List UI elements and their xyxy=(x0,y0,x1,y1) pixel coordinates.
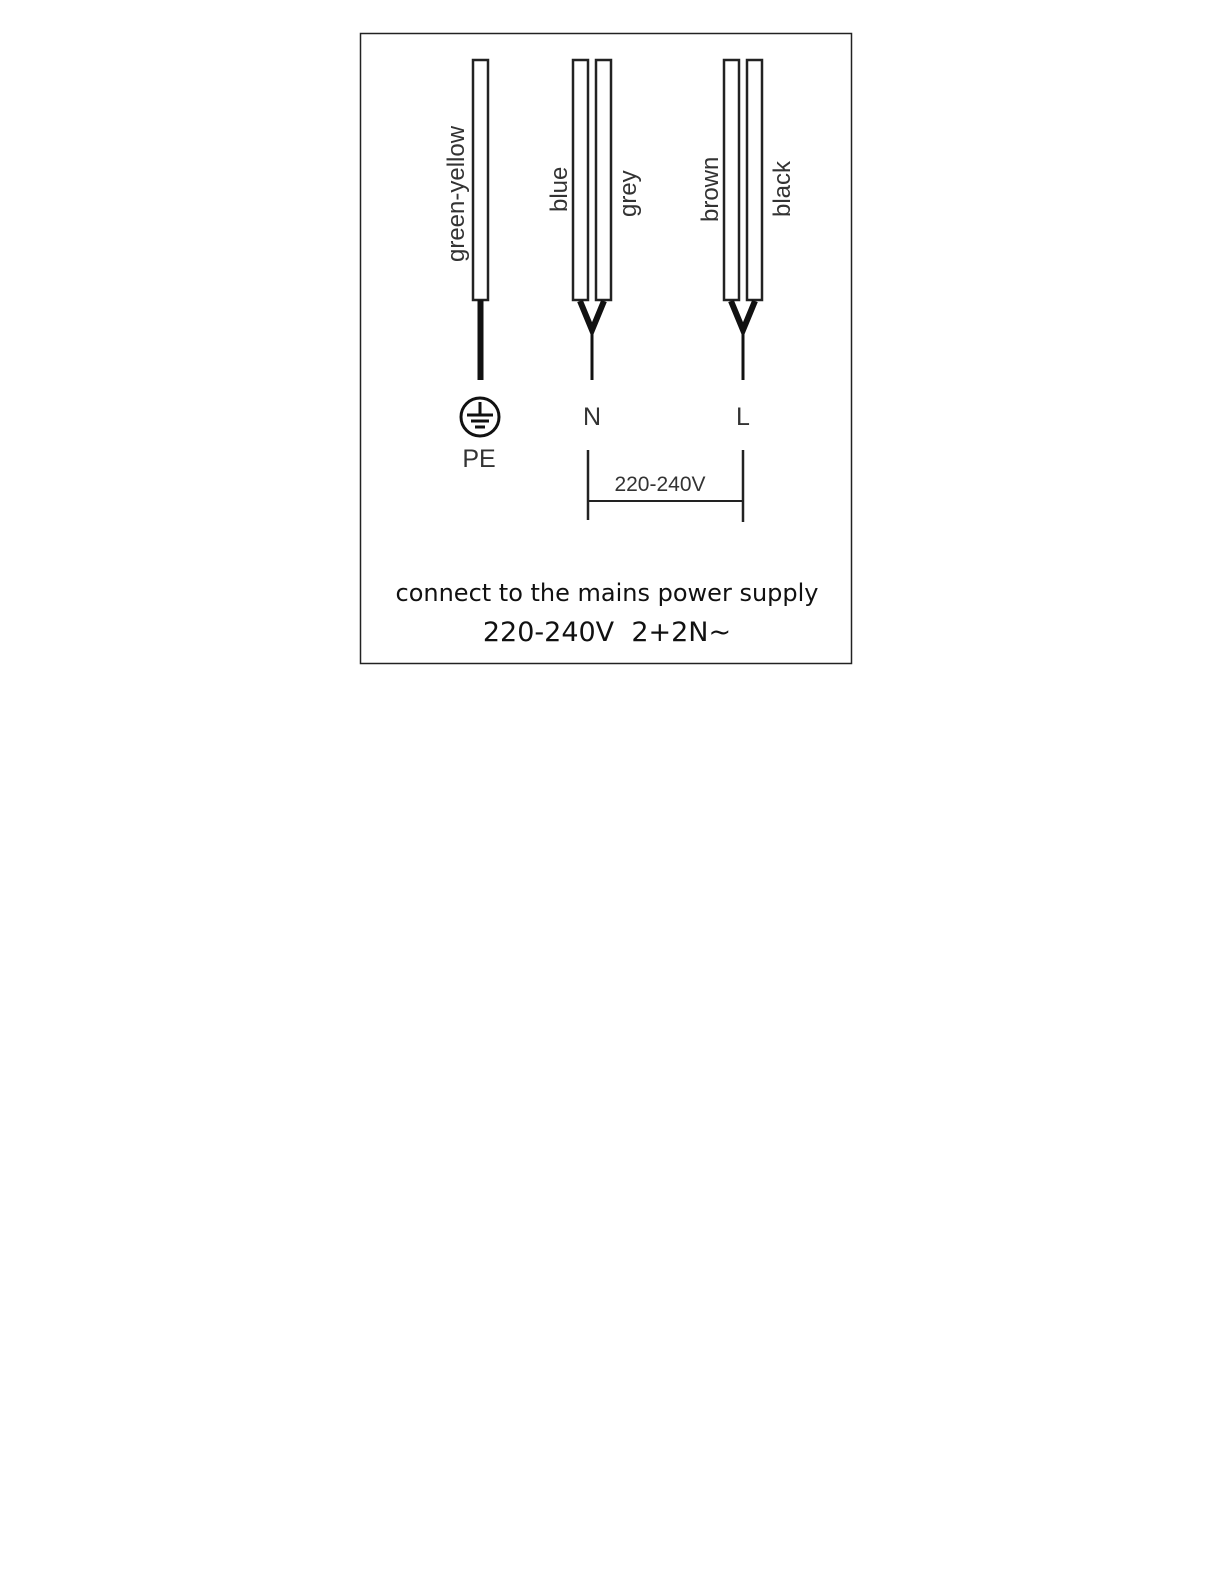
earth-wire-label: green-yellow xyxy=(443,125,470,262)
neutral-wire-blue-label: blue xyxy=(546,166,573,212)
terminal-n-label: N xyxy=(582,403,602,431)
caption-line-2: 220-240V 2+2N~ xyxy=(482,617,732,648)
voltage-dimension-label: 220-240V xyxy=(614,473,706,496)
terminal-l-label: L xyxy=(736,403,750,431)
caption-line-1: connect to the mains power supply xyxy=(395,579,819,607)
terminal-pe-label: PE xyxy=(462,445,496,473)
live-wire-brown-label: brown xyxy=(697,156,724,222)
neutral-wire-blue-sleeve xyxy=(573,60,588,300)
live-wire-black-sleeve xyxy=(747,60,762,300)
live-wire-black-label: black xyxy=(769,160,796,217)
earth-wire-sleeve xyxy=(473,60,488,300)
neutral-wire-grey-label: grey xyxy=(615,170,642,217)
earth-ground-icon xyxy=(461,398,499,436)
neutral-wire-grey-sleeve xyxy=(596,60,611,300)
live-wire-brown-sleeve xyxy=(724,60,739,300)
